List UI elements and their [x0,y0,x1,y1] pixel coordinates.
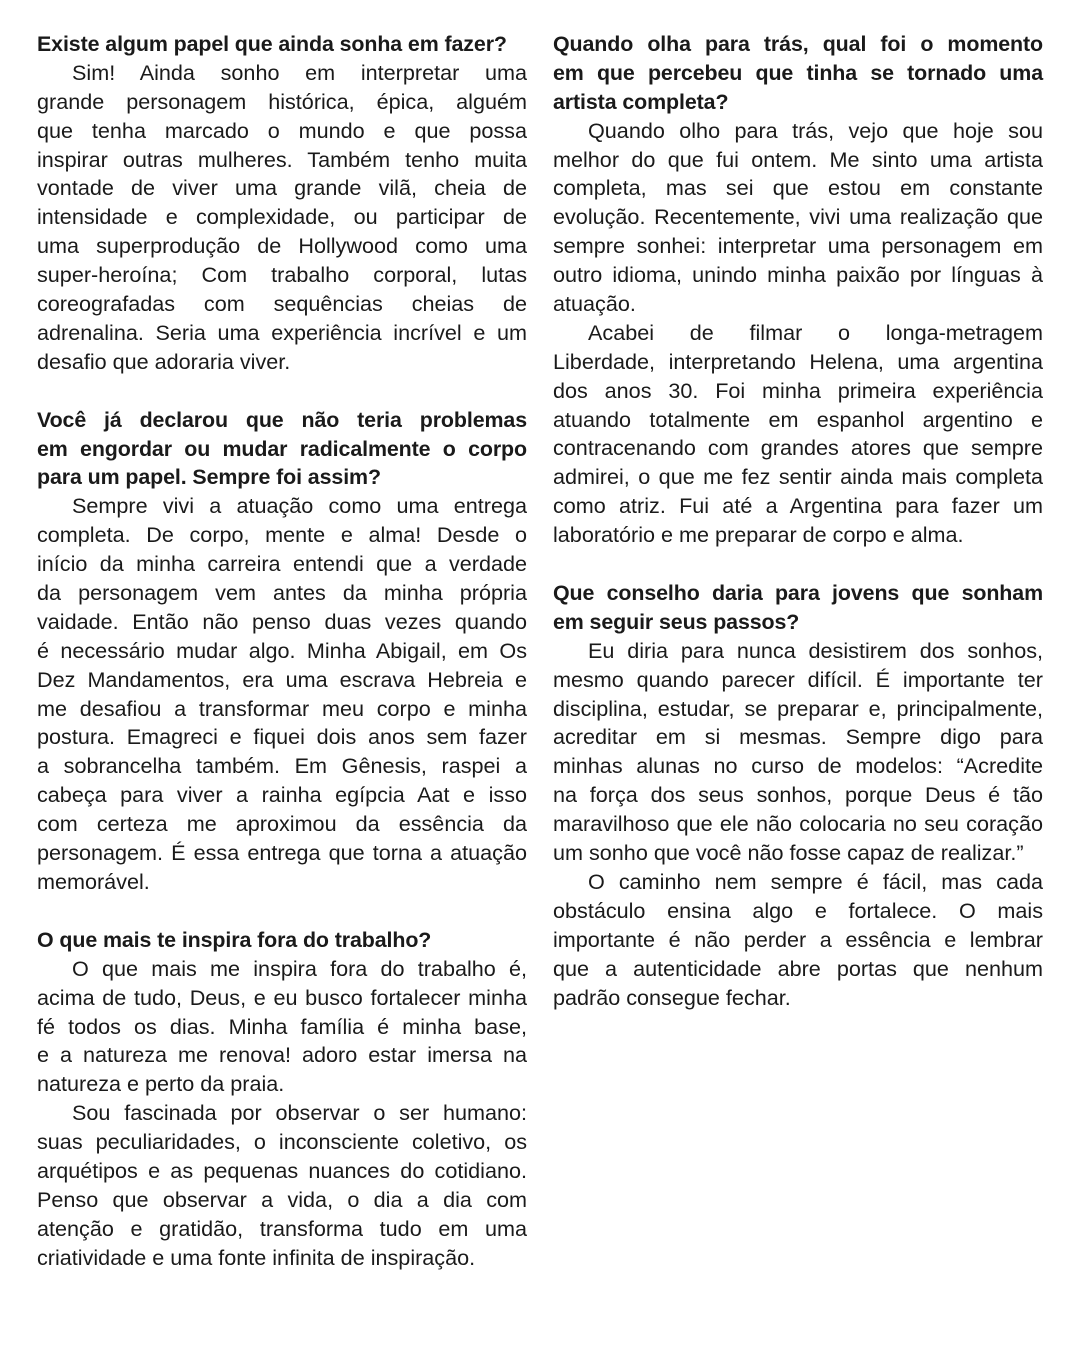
answer-line: cabeça para viver a rainha egípcia Aat e isso [37,782,527,808]
answer-line: coreografadas com sequências cheias de [37,291,527,317]
question-line: Você já declarou que não teria problemas [37,407,527,432]
answer-line: criatividade e uma fonte infinita de inspiração. [37,1244,476,1270]
answer-line: outro idioma, unindo minha paixão por línguas à [553,262,1043,288]
section-spacer [553,550,1043,579]
question-line: em seguir seus passos? [553,609,800,634]
interview-section [553,579,1043,1012]
answer-line: Penso que observar a vida, o dia a dia com [37,1186,527,1212]
answer-line: mesmo quando parecer difícil. É importante ter [553,666,1043,692]
answer-paragraph [37,59,527,377]
interview-section [37,926,527,1273]
answer-line: disciplina, estudar, se preparar e, principalmente, [553,695,1043,721]
answer-line: que tenha marcado o mundo e que possa [37,117,527,143]
answer-line: importante é não perder a essência e lembrar [553,926,1043,952]
question-heading [553,30,1043,117]
answer-line: melhor do que fui ontem. Me sinto uma artista [553,146,1043,172]
answer-line: grande personagem histórica, épica, alguém [37,88,527,114]
answer-line: adrenalina. Seria uma experiência incrível e um [37,319,527,345]
question-heading [553,579,1043,637]
answer-line: atenção e gratidão, transforma tudo em uma [37,1215,527,1241]
answer-paragraph [37,955,527,1099]
answer-line: postura. Emagreci e fiquei dois anos sem fazer [37,724,527,750]
answer-line: maravilhoso que ele não colocaria no seu coração [553,811,1043,837]
answer-line: uma superprodução de Hollywood como uma [37,233,527,259]
answer-paragraph [37,1099,527,1272]
question-heading [37,926,527,955]
interview-section [37,406,527,897]
question-line: Quando olha para trás, qual foi o momento [553,32,1043,56]
answer-line: minhas alunas no curso de modelos: “Acredite [553,753,1043,779]
answer-line: Acabei de filmar o longa-metragem [588,319,1043,345]
answer-line: vaidade. Então não penso duas vezes quando [37,608,527,634]
question-line: para um papel. Sempre foi assim? [37,465,381,490]
answer-line: inspirar outras mulheres. Também tenho muita [37,146,527,172]
answer-line: suas peculiaridades, o inconsciente coletivo, os [37,1129,527,1155]
answer-line: desafio que adoraria viver. [37,348,291,374]
answer-line: fé todos os dias. Minha família é minha base, [37,1013,527,1039]
answer-line: que a autenticidade abre portas que nenhum [553,955,1043,981]
answer-line: atuando totalmente em espanhol argentino e [553,406,1043,432]
answer-line: Sim! Ainda sonho em interpretar uma [72,59,527,85]
answer-line: contracenando com grandes atores que sempre [553,435,1043,461]
answer-line: completa. De corpo, mente e alma! Desde o [37,522,527,548]
answer-line: e a natureza me renova! adoro estar imersa na [37,1042,527,1068]
answer-line: natureza e perto da praia. [37,1071,285,1097]
answer-paragraph [553,319,1043,550]
question-line: em que percebeu que tinha se tornado uma [553,60,1043,85]
question-line: Existe algum papel que ainda sonha em fazer? [37,32,507,56]
answer-line: memorável. [37,868,150,894]
answer-line: admirei, o que me fez sentir ainda mais completa [553,464,1043,490]
answer-line: O que mais me inspira fora do trabalho é, [72,955,527,981]
right-column [553,30,1043,1012]
answer-line: com certeza me aproximou da essência da [37,811,527,837]
answer-line: sempre sonhei: interpretar uma personagem em [553,233,1043,259]
question-heading [37,406,527,493]
answer-line: início da minha carreira entendi que a verdade [37,551,527,577]
answer-line: me desafiou a transformar meu corpo e minha [37,695,527,721]
question-line: Que conselho daria para jovens que sonham [553,581,1043,606]
answer-line: é necessário mudar algo. Minha Abigail, em Os [37,637,527,663]
answer-line: arquétipos e as pequenas nuances do cotidiano. [37,1157,527,1183]
answer-paragraph [37,492,527,896]
answer-line: Dez Mandamentos, era uma escrava Hebreia e [37,666,527,692]
answer-line: acreditar em si mesmas. Sempre digo para [553,724,1043,750]
answer-line: completa, mas sei que estou em constante [553,175,1043,201]
answer-line: na força dos seus sonhos, porque Deus é tão [553,782,1043,808]
answer-line: a sobrancelha também. Em Gênesis, raspei a [37,753,527,779]
answer-line: vontade de viver uma grande vilã, cheia de [37,175,527,201]
answer-line: intensidade e complexidade, ou participar de [37,204,527,230]
question-line: em engordar ou mudar radicalmente o corpo [37,436,527,461]
answer-paragraph [553,637,1043,868]
answer-paragraph [553,868,1043,1012]
answer-line: Liberdade, interpretando Helena, uma argentina [553,348,1043,374]
answer-line: como atriz. Fui até a Argentina para fazer um [553,493,1043,519]
answer-line: super-heroína; Com trabalho corporal, lutas [37,262,527,288]
answer-line: obstáculo ensina algo e fortalece. O mais [553,897,1043,923]
answer-line: Quando olho para trás, vejo que hoje sou [588,117,1043,143]
answer-line: personagem. É essa entrega que torna a atuação [37,840,527,866]
left-column [37,30,527,1273]
answer-line: acima de tudo, Deus, e eu busco fortalecer minha [37,984,527,1010]
answer-line: evolução. Recentemente, vivi uma realização que [553,204,1043,230]
answer-line: Sempre vivi a atuação como uma entrega [72,493,527,519]
answer-line: O caminho nem sempre é fácil, mas cada [588,868,1043,894]
answer-paragraph [553,117,1043,319]
answer-line: atuação. [553,291,636,317]
section-spacer [37,377,527,406]
answer-line: Sou fascinada por observar o ser humano: [72,1100,527,1126]
question-heading [37,30,527,59]
answer-line: da personagem vem antes da minha própria [37,580,527,606]
answer-line: Eu diria para nunca desistirem dos sonhos, [588,637,1043,663]
answer-line: padrão consegue fechar. [553,984,791,1010]
answer-line: um sonho que você não fosse capaz de realizar.” [553,840,1024,866]
question-line: O que mais te inspira fora do trabalho? [37,927,432,952]
answer-line: dos anos 30. Foi minha primeira experiência [553,377,1043,403]
question-line: artista completa? [553,89,729,114]
answer-line: laboratório e me preparar de corpo e alma. [553,522,964,548]
interview-section [553,30,1043,550]
section-spacer [37,897,527,926]
interview-section [37,30,527,377]
